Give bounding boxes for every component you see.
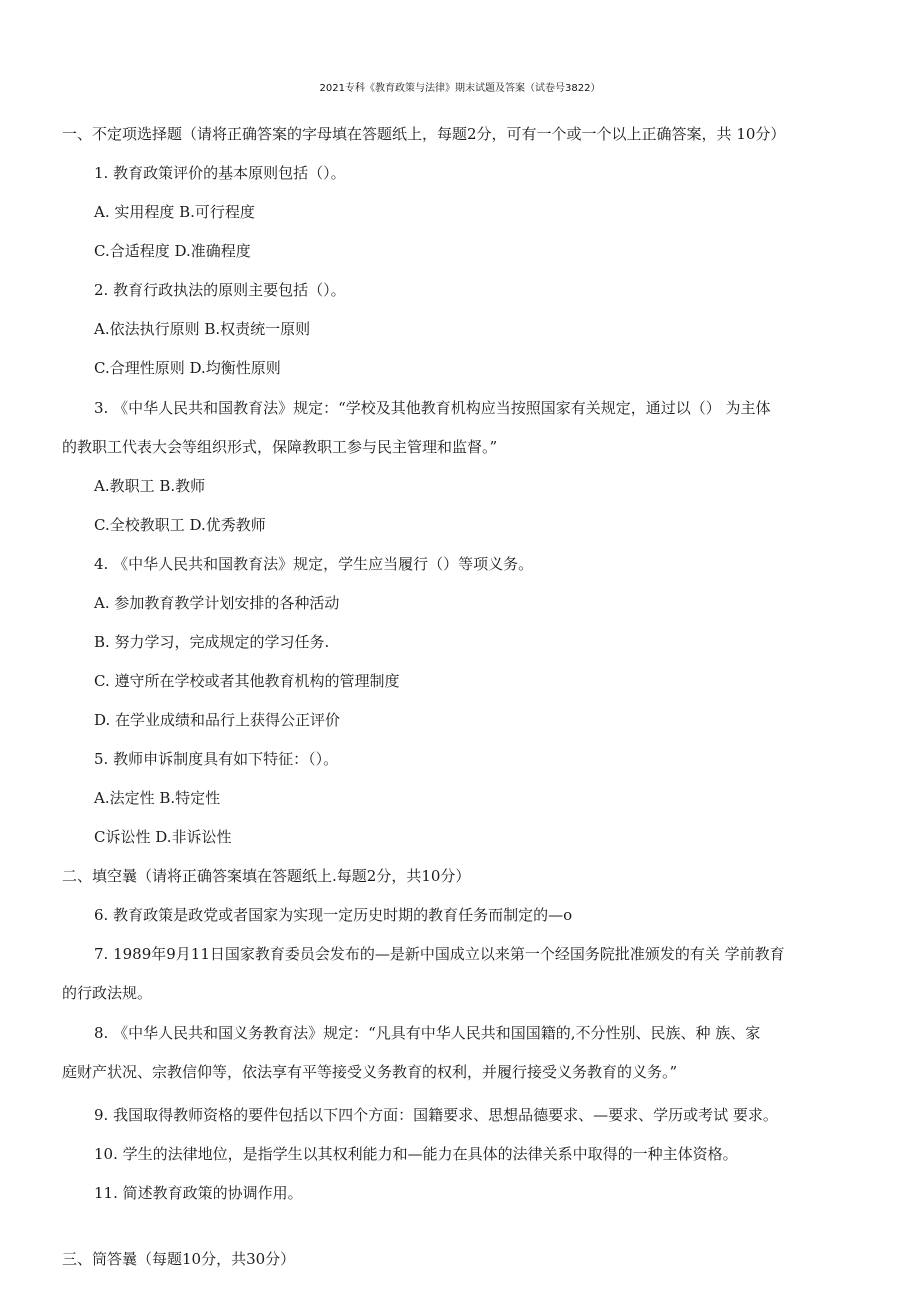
question-1-options-cd: C.合适程度 D.准确程度	[94, 242, 251, 260]
question-8-line-1: 8. 《中华人民共和国义务教育法》规定：“凡具有中华人民共和国国籍的,不分性别、民族、种 族、家	[94, 1024, 761, 1042]
question-11: 11. 简述教育政策的协调作用。	[94, 1184, 303, 1202]
page-title: 2021专科《教育政策与法律》期末试题及答案（试卷号3822）	[319, 83, 601, 94]
question-3-options-ab: A.教职工 B.教师	[94, 477, 206, 495]
question-8-line-2: 庭财产状况、宗教信仰等，依法享有平等接受义务教育的权利，并履行接受义务教育的义务。”	[62, 1063, 678, 1081]
question-7-line-2: 的行政法规。	[62, 984, 153, 1002]
question-10: 10. 学生的法律地位，是指学生以其权利能力和—能力在具体的法律关系中取得的一种主体资格。	[94, 1145, 738, 1163]
question-2-options-cd: C.合理性原则 D.均衡性原则	[94, 359, 281, 377]
question-5: 5. 教师申诉制度具有如下特征：（）。	[94, 750, 339, 768]
section-heading-fill-in-blank: 二、填空曩（请将正确答案填在答题纸上.每题2分，共10分）	[62, 867, 471, 885]
question-4-option-b: B. 努力学习，完成规定的学习任务.	[94, 633, 330, 651]
section-heading-multiple-choice: 一、不定项选择题（请将正确答案的字母填在答题纸上，每题2分，可有一个或一个以上正确答案，共 10分）	[62, 125, 786, 143]
question-2-options-ab: A.依法执行原则 B.权责统一原则	[94, 320, 311, 338]
question-2: 2. 教育行政执法的原则主要包括（）。	[94, 281, 346, 299]
section-heading-short-answer: 三、筒答曩（每题10分，共30分）	[62, 1250, 296, 1268]
question-9: 9. 我国取得教师资格的要件包括以下四个方面：国籍要求、思想品德要求、—要求、学历或考试 要求。	[94, 1106, 778, 1124]
question-3-line-1: 3. 《中华人民共和国教育法》规定：“学校及其他教育机构应当按照国家有关规定，通过以（） 为主体	[94, 399, 771, 417]
question-7-line-1: 7. 1989年9月11日国家教育委员会发布的—是新中国成立以来第一个经国务院批准颁发的有关 学前教育	[94, 945, 785, 963]
question-1-options-ab: A. 实用程度 B.可行程度	[94, 203, 255, 221]
question-4-option-a: A. 参加教育教学计划安排的各种活动	[94, 594, 340, 612]
question-4-option-d: D. 在学业成绩和品行上获得公正评价	[94, 711, 341, 729]
question-1: 1. 教育政策评价的基本原则包括（）。	[94, 164, 346, 182]
question-4: 4. 《中华人民共和国教育法》规定，学生应当履行（）等项义务。	[94, 555, 534, 573]
question-5-options-cd: C诉讼性 D.非诉讼性	[94, 828, 232, 846]
question-5-options-ab: A.法定性 B.特定性	[94, 789, 221, 807]
question-3-line-2: 的教职工代表大会等组织形式，保障教职工参与民主管理和监督。”	[62, 438, 498, 456]
question-3-options-cd: C.全校教职工 D.优秀教师	[94, 516, 266, 534]
question-4-option-c: C. 遵守所在学校或者其他教育机构的管理制度	[94, 672, 400, 690]
question-6: 6. 教育政策是政党或者国家为实现一定历史时期的教育任务而制定的—o	[94, 906, 573, 924]
